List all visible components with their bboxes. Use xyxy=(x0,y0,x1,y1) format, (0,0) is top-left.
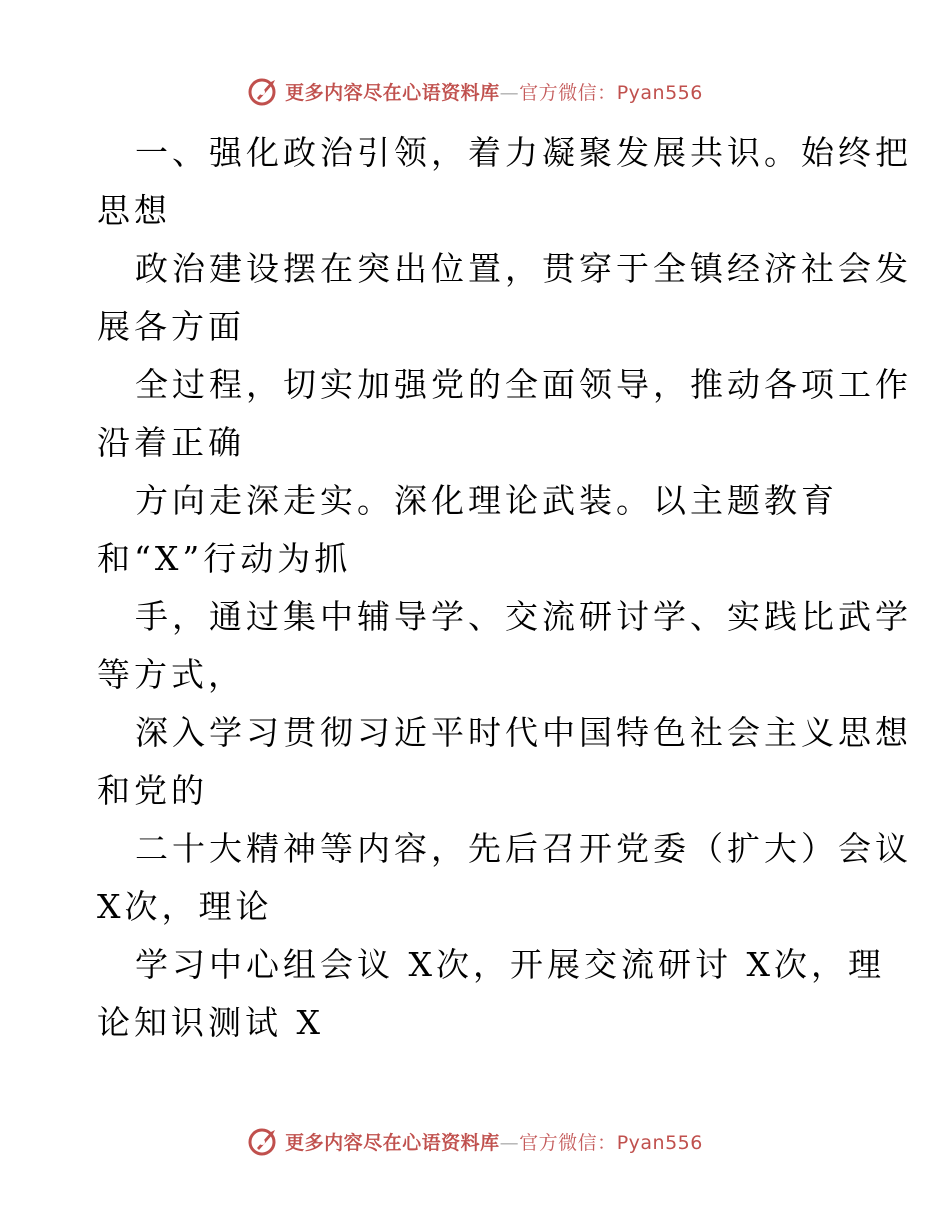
body-line: 论知识测试 X xyxy=(97,1003,324,1042)
body-line: 和党的 xyxy=(97,771,208,810)
body-line: 二十大精神等内容，先后召开党委（扩大）会议 xyxy=(135,829,912,868)
body-line: 方向走深走实。深化理论武装。以主题教育 xyxy=(135,481,838,520)
body-line: 思想 xyxy=(97,191,171,230)
pen-nib-circle-icon xyxy=(247,1124,281,1158)
document-body xyxy=(97,124,912,1052)
body-line: 深入学习贯彻习近平时代中国特色社会主义思想 xyxy=(135,713,912,752)
body-line: 等方式， xyxy=(97,655,245,694)
watermark-brand: 更多内容尽在心语资料库 xyxy=(285,81,500,104)
watermark-brand: 更多内容尽在心语资料库 xyxy=(285,1131,500,1154)
watermark-wechat-id: Pyan556 xyxy=(616,1131,703,1154)
header-watermark xyxy=(0,71,950,111)
body-line: 全过程，切实加强党的全面领导，推动各项工作 xyxy=(135,365,912,404)
body-line: 一、强化政治引领，着力凝聚发展共识。始终把 xyxy=(135,133,912,172)
watermark-label: 官方微信： xyxy=(519,1131,617,1154)
body-line: 和“X”行动为抓 xyxy=(97,539,352,578)
watermark-text xyxy=(285,78,703,105)
watermark-label: 官方微信： xyxy=(519,81,617,104)
watermark-text xyxy=(285,1128,703,1155)
watermark-separator: — xyxy=(499,81,520,104)
body-line: 政治建设摆在突出位置，贯穿于全镇经济社会发 xyxy=(135,249,912,288)
pen-nib-circle-icon xyxy=(247,74,281,108)
body-line: 学习中心组会议 X次，开展交流研讨 X次，理 xyxy=(135,945,885,984)
body-line: 展各方面 xyxy=(97,307,245,346)
body-line: X次，理论 xyxy=(97,887,273,926)
body-line: 手，通过集中辅导学、交流研讨学、实践比武学 xyxy=(135,597,912,636)
watermark-separator: — xyxy=(499,1131,520,1154)
body-line: 沿着正确 xyxy=(97,423,245,462)
footer-watermark xyxy=(0,1121,950,1161)
watermark-wechat-id: Pyan556 xyxy=(616,81,703,104)
